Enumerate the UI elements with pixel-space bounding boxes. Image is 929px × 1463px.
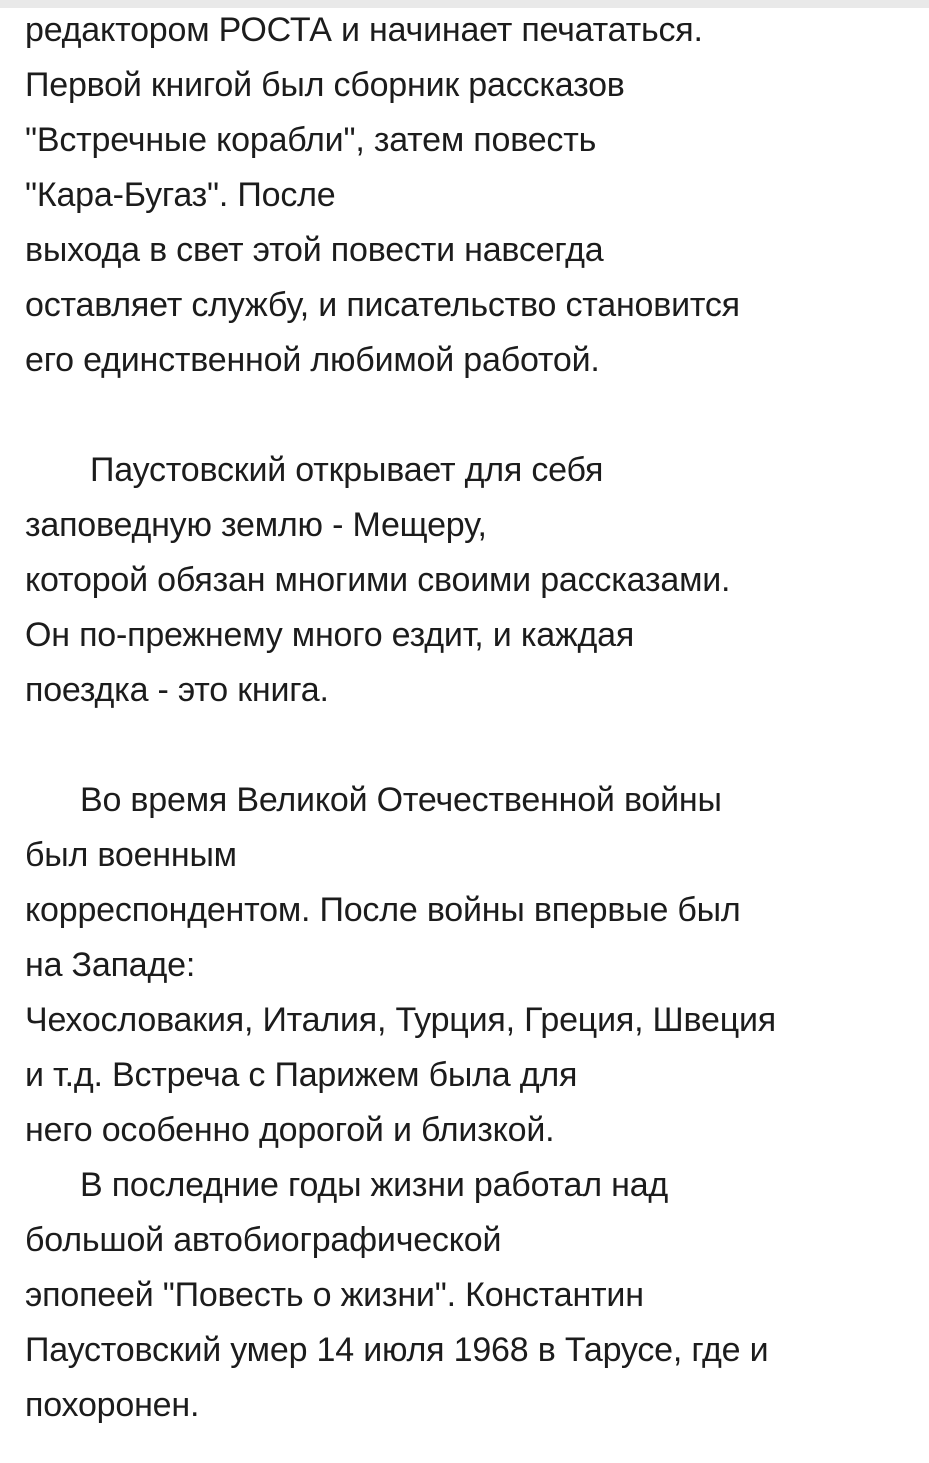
text-line: и т.д. Встреча с Парижем была для — [25, 1056, 578, 1094]
text-line: на Западе: — [25, 946, 196, 984]
text-line: Паустовский умер 14 июля 1968 в Тарусе, где и — [25, 1331, 769, 1369]
text-line: выхода в свет этой повести навсегда — [25, 231, 604, 269]
text-line: поездка - это книга. — [25, 671, 329, 709]
text-line: корреспондентом. После войны впервые был — [25, 891, 741, 929]
text-line: редакторoм РОСТА и начинает печататься. — [25, 11, 703, 49]
paragraph-first-line: В последние годы жизни работал над — [80, 1166, 669, 1204]
text-line: большой автобиографической — [25, 1221, 502, 1259]
paragraph-first-line: Во время Великой Отечественной войны — [80, 781, 722, 819]
text-line: Первой книгой был сборник рассказов — [25, 66, 625, 104]
text-line: Он по-прежнему много ездит, и каждая — [25, 616, 635, 654]
text-line: оставляет службу, и писательство становится — [25, 286, 740, 324]
text-line: Чехословакия, Италия, Турция, Греция, Швеция — [25, 1001, 776, 1039]
paragraph-first-line: Паустовский открывает для себя — [90, 451, 604, 489]
text-line: эпопеей "Повесть о жизни". Константин — [25, 1276, 644, 1314]
text-line: "Встречные корабли", затем повесть — [25, 121, 597, 159]
text-line: которой обязан многими своими рассказами. — [25, 561, 731, 599]
text-line: похоронен. — [25, 1386, 200, 1424]
text-line: заповедную землю - Мещеру, — [25, 506, 487, 544]
text-line: его единственной любимой работой. — [25, 341, 600, 379]
text-line: "Кара-Бугаз". После — [25, 176, 336, 214]
top-edge-strip — [0, 0, 929, 8]
text-line: был военным — [25, 836, 237, 874]
text-line: него особенно дорогой и близкой. — [25, 1111, 555, 1149]
